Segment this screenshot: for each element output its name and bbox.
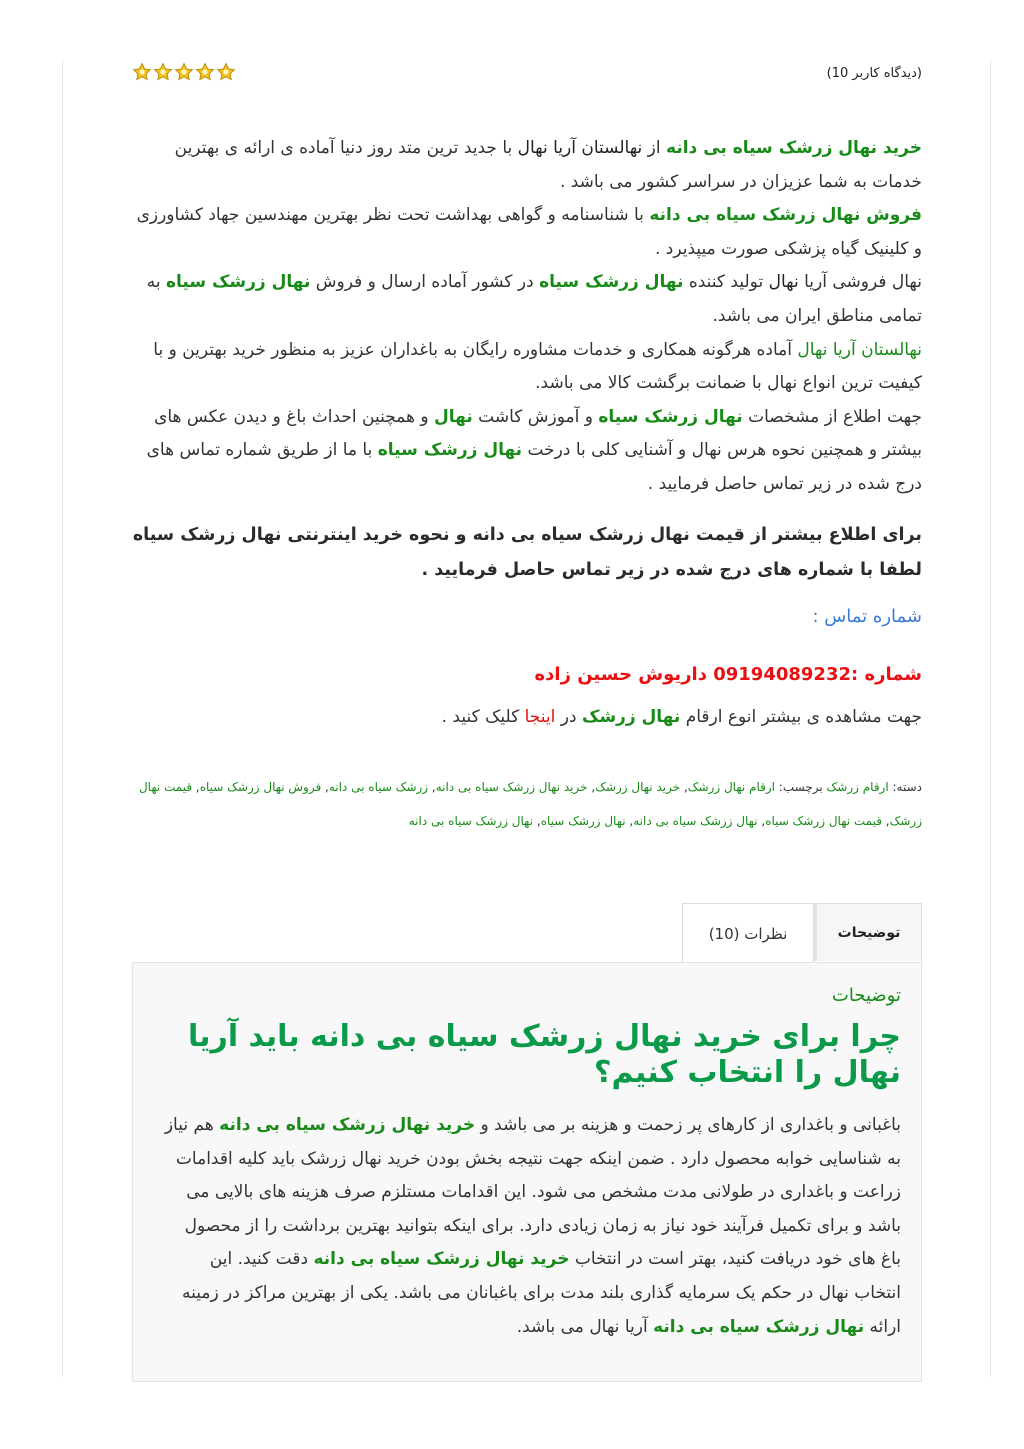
intro-paragraph-4 — [132, 334, 922, 401]
intro-text — [132, 132, 922, 502]
here-link[interactable]: اینجا — [524, 707, 556, 727]
text: در کشور آماده ارسال و فروش — [310, 272, 540, 293]
star-rating[interactable] — [132, 62, 236, 82]
text: و آموزش کاشت — [472, 406, 599, 427]
contact-label: شماره تماس : — [812, 606, 922, 627]
intro-paragraph-2 — [132, 199, 922, 266]
text: آریا نهال می باشد. — [516, 1316, 654, 1337]
product-meta — [132, 770, 922, 838]
seedling-link[interactable]: نهال زرشک سیاه — [539, 272, 684, 293]
tag-link[interactable]: زرشک سیاه بی دانه — [328, 780, 429, 794]
tab-description[interactable]: توضیحات — [814, 903, 922, 961]
text: و همچنین احداث باغ و دیدن عکس های بیشتر و همچنین نحوه هرس نهال و آشنایی کلی با درخت — [154, 406, 922, 461]
varieties-line — [442, 707, 922, 727]
tag-separator: , — [428, 780, 436, 794]
tag-separator: , — [192, 780, 200, 794]
intro-paragraph-1 — [132, 132, 922, 199]
tag-separator: , — [881, 814, 890, 828]
tag-separator: , — [587, 780, 596, 794]
text: باغبانی و باغداری از کارهای پر زحمت و هزینه بر می باشد و — [475, 1115, 901, 1135]
panel-body — [161, 1109, 901, 1344]
text: دقت کنید. این انتخاب نهال در حکم یک سرمایه گذاری بلند مدت برای باغبانان می باشد. یکی از بهترین مراکز در زمینه ارائه — [181, 1249, 901, 1337]
tag-separator: , — [321, 780, 329, 794]
seedling-link[interactable]: نهال زرشک سیاه بی دانه — [653, 1316, 865, 1337]
tag-link[interactable]: نهال زرشک سیاه بی دانه — [633, 814, 758, 828]
tag-separator: , — [625, 814, 634, 828]
content-frame-left — [62, 60, 63, 1377]
tag-separator: , — [680, 780, 688, 794]
text: آماده هرگونه همکاری و خدمات مشاوره رایگان به باغداران عزیز به منظور خرید بهترین و با کیفیت ترین انواع نهال با ضمانت برگشت کالا می باشد. — [153, 339, 922, 394]
text: کلیک کنید . — [441, 707, 525, 727]
tag-link[interactable]: نهال زرشک سیاه — [540, 814, 626, 828]
nursery-name: نهالستان آریا نهال — [517, 138, 643, 158]
tag-link[interactable]: قیمت نهال زرشک سیاه — [765, 814, 882, 828]
product-tabs — [682, 903, 922, 963]
tag-link[interactable]: نهال زرشک سیاه بی دانه — [408, 814, 534, 828]
buy-link[interactable]: خرید نهال زرشک سیاه بی دانه — [219, 1115, 476, 1135]
text: در — [555, 707, 582, 727]
text: تولید کننده — [683, 272, 769, 293]
nursery-link[interactable]: نهالستان آریا نهال — [797, 339, 922, 360]
rating-row — [132, 62, 922, 86]
tag-link[interactable]: فروش نهال زرشک سیاه — [199, 780, 322, 794]
text: با ما از طریق شماره تماس های درج شده در زیر تماس حاصل فرمایید . — [146, 440, 922, 494]
tags-label: برچسب: — [774, 780, 827, 794]
buy-link[interactable]: خرید نهال زرشک سیاه بی دانه — [313, 1249, 570, 1270]
review-count-link[interactable]: (دیدگاه کاربر 10) — [826, 66, 922, 81]
seedling-link[interactable]: نهال — [433, 406, 473, 427]
seedling-link[interactable]: نهال زرشک سیاه — [598, 406, 743, 427]
sale-link[interactable]: فروش نهال زرشک سیاه بی دانه — [649, 205, 922, 226]
tag-separator: , — [533, 814, 541, 828]
star-icon — [216, 62, 236, 82]
varieties-link[interactable]: نهال زرشک — [581, 707, 681, 727]
text: از — [642, 138, 667, 158]
panel-title: چرا برای خرید نهال زرشک سیاه بی دانه باید آریا نهال را انتخاب کنیم؟ — [188, 1019, 901, 1090]
seedling-link[interactable]: نهال زرشک سیاه — [165, 272, 311, 293]
category-label: دسته: — [888, 780, 922, 794]
text: نهال — [768, 272, 799, 293]
star-icon — [174, 62, 194, 82]
text: به تمامی مناطق ایران می باشد. — [146, 272, 922, 326]
content-frame-right — [990, 60, 991, 1377]
tag-link[interactable]: ارقام نهال زرشک — [687, 780, 775, 794]
text: جهت مشاهده ی بیشتر انوع ارقام — [680, 707, 922, 727]
panel-heading: توضیحات — [831, 985, 901, 1006]
price-info-note: برای اطلاع بیشتر از قیمت نهال زرشک سیاه بی دانه و نحوه خرید اینترنتی نهال زرشک سیاه لطفا با شماره های درج شده در زیر تماس حاصل فرمایید . — [132, 525, 922, 580]
tag-link[interactable]: قیمت نهال زرشک — [138, 780, 922, 828]
tab-reviews[interactable]: نظرات (10) — [682, 903, 814, 963]
text: نهال فروشی آریا — [798, 272, 922, 293]
phone-number[interactable]: شماره :09194089232 داریوش حسین زاده — [534, 664, 922, 685]
text: جهت اطلاع از مشخصات — [742, 406, 922, 427]
star-icon — [153, 62, 173, 82]
intro-paragraph-5 — [132, 401, 922, 502]
tag-link[interactable]: خرید نهال زرشک سیاه بی دانه — [435, 780, 588, 794]
tag-separator: , — [757, 814, 766, 828]
star-icon — [132, 62, 152, 82]
text: هم نیاز به شناسایی خوابه محصول دارد . ضمن اینکه جهت نتیجه بخش بودن خرید نهال زرشک باید کلیه اقدامات زراعت و باغداری در طولانی مدت مشخص می شود. این اقدامات مستلزم صرف هزینه های بالایی می باشد و برای تکمیل فرآیند خود نیاز به زمان زیادی دارد. برای اینکه بتوانید بهترین برداشت را از محصول باغ های خود دریافت کنید، بهتر است در انتخاب — [164, 1115, 901, 1270]
star-icon — [195, 62, 215, 82]
category-link[interactable]: ارقام زرشک — [826, 780, 889, 794]
buy-link[interactable]: خرید نهال زرشک سیاه بی دانه — [666, 138, 922, 158]
text: با شناسنامه و گواهی بهداشت تحت نظر بهترین مهندسین جهاد کشاورزی و کلینیک گیاه پزشکی صورت میپذیرد . — [136, 205, 922, 259]
text: با جدید ترین متد روز دنیا آماده ی ارائه ی بهترین خدمات به شما عزیزان در سراسر کشور می باشد . — [174, 138, 922, 192]
seedling-link[interactable]: نهال زرشک سیاه — [377, 440, 523, 461]
intro-paragraph-3 — [132, 266, 922, 333]
description-panel — [132, 962, 922, 1382]
tag-link[interactable]: خرید نهال زرشک — [595, 780, 681, 794]
